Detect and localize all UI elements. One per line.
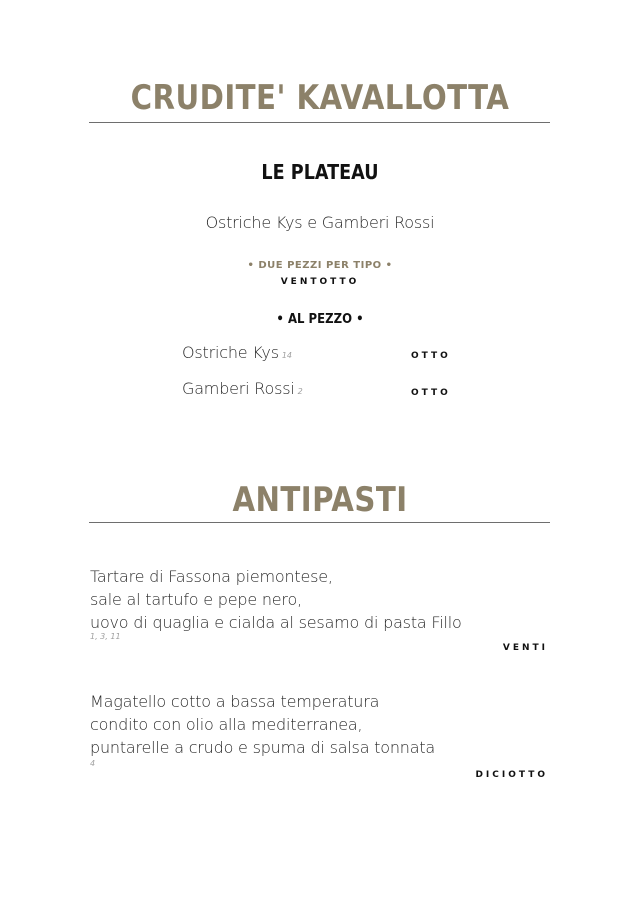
- antipasti-title: ANTIPASTI: [232, 480, 408, 520]
- dish-line: Tartare di Fassona piemontese,: [90, 567, 333, 586]
- item-allergen: 14: [281, 351, 293, 360]
- list-item: [182, 343, 292, 362]
- item-price: OTTO: [411, 351, 451, 361]
- dish: [90, 690, 435, 759]
- plateau-price: VENTOTTO: [280, 277, 360, 287]
- dish-line: uovo di quaglia e cialda al sesamo di pasta Fillo: [90, 613, 462, 632]
- list-item: [182, 379, 303, 398]
- dish-line: puntarelle a crudo e spuma di salsa tonnata: [90, 738, 436, 757]
- dish-line: Magatello cotto a bassa temperatura: [90, 692, 380, 711]
- dish-price: VENTI: [502, 643, 548, 653]
- plateau-title: LE PLATEAU: [261, 160, 379, 184]
- item-name: Ostriche Kys: [182, 343, 279, 362]
- item-price: OTTO: [411, 388, 451, 398]
- plateau-note: • DUE PEZZI PER TIPO •: [247, 260, 393, 271]
- dish-allergens: 1, 3, 11: [90, 632, 121, 641]
- divider: [89, 522, 550, 523]
- dish: [90, 565, 462, 634]
- dish-allergens: 4: [90, 759, 96, 768]
- dish-line: sale al tartufo e pepe nero,: [90, 590, 302, 609]
- item-name: Gamberi Rossi: [182, 379, 295, 398]
- item-allergen: 2: [297, 387, 303, 396]
- al-pezzo-title: • AL PEZZO •: [276, 312, 364, 327]
- plateau-item: Ostriche Kys e Gamberi Rossi: [205, 213, 435, 232]
- divider: [89, 122, 550, 123]
- crudite-title: CRUDITE' KAVALLOTTA: [130, 78, 510, 118]
- dish-line: condito con olio alla mediterranea,: [90, 715, 363, 734]
- dish-price: DICIOTTO: [475, 770, 548, 780]
